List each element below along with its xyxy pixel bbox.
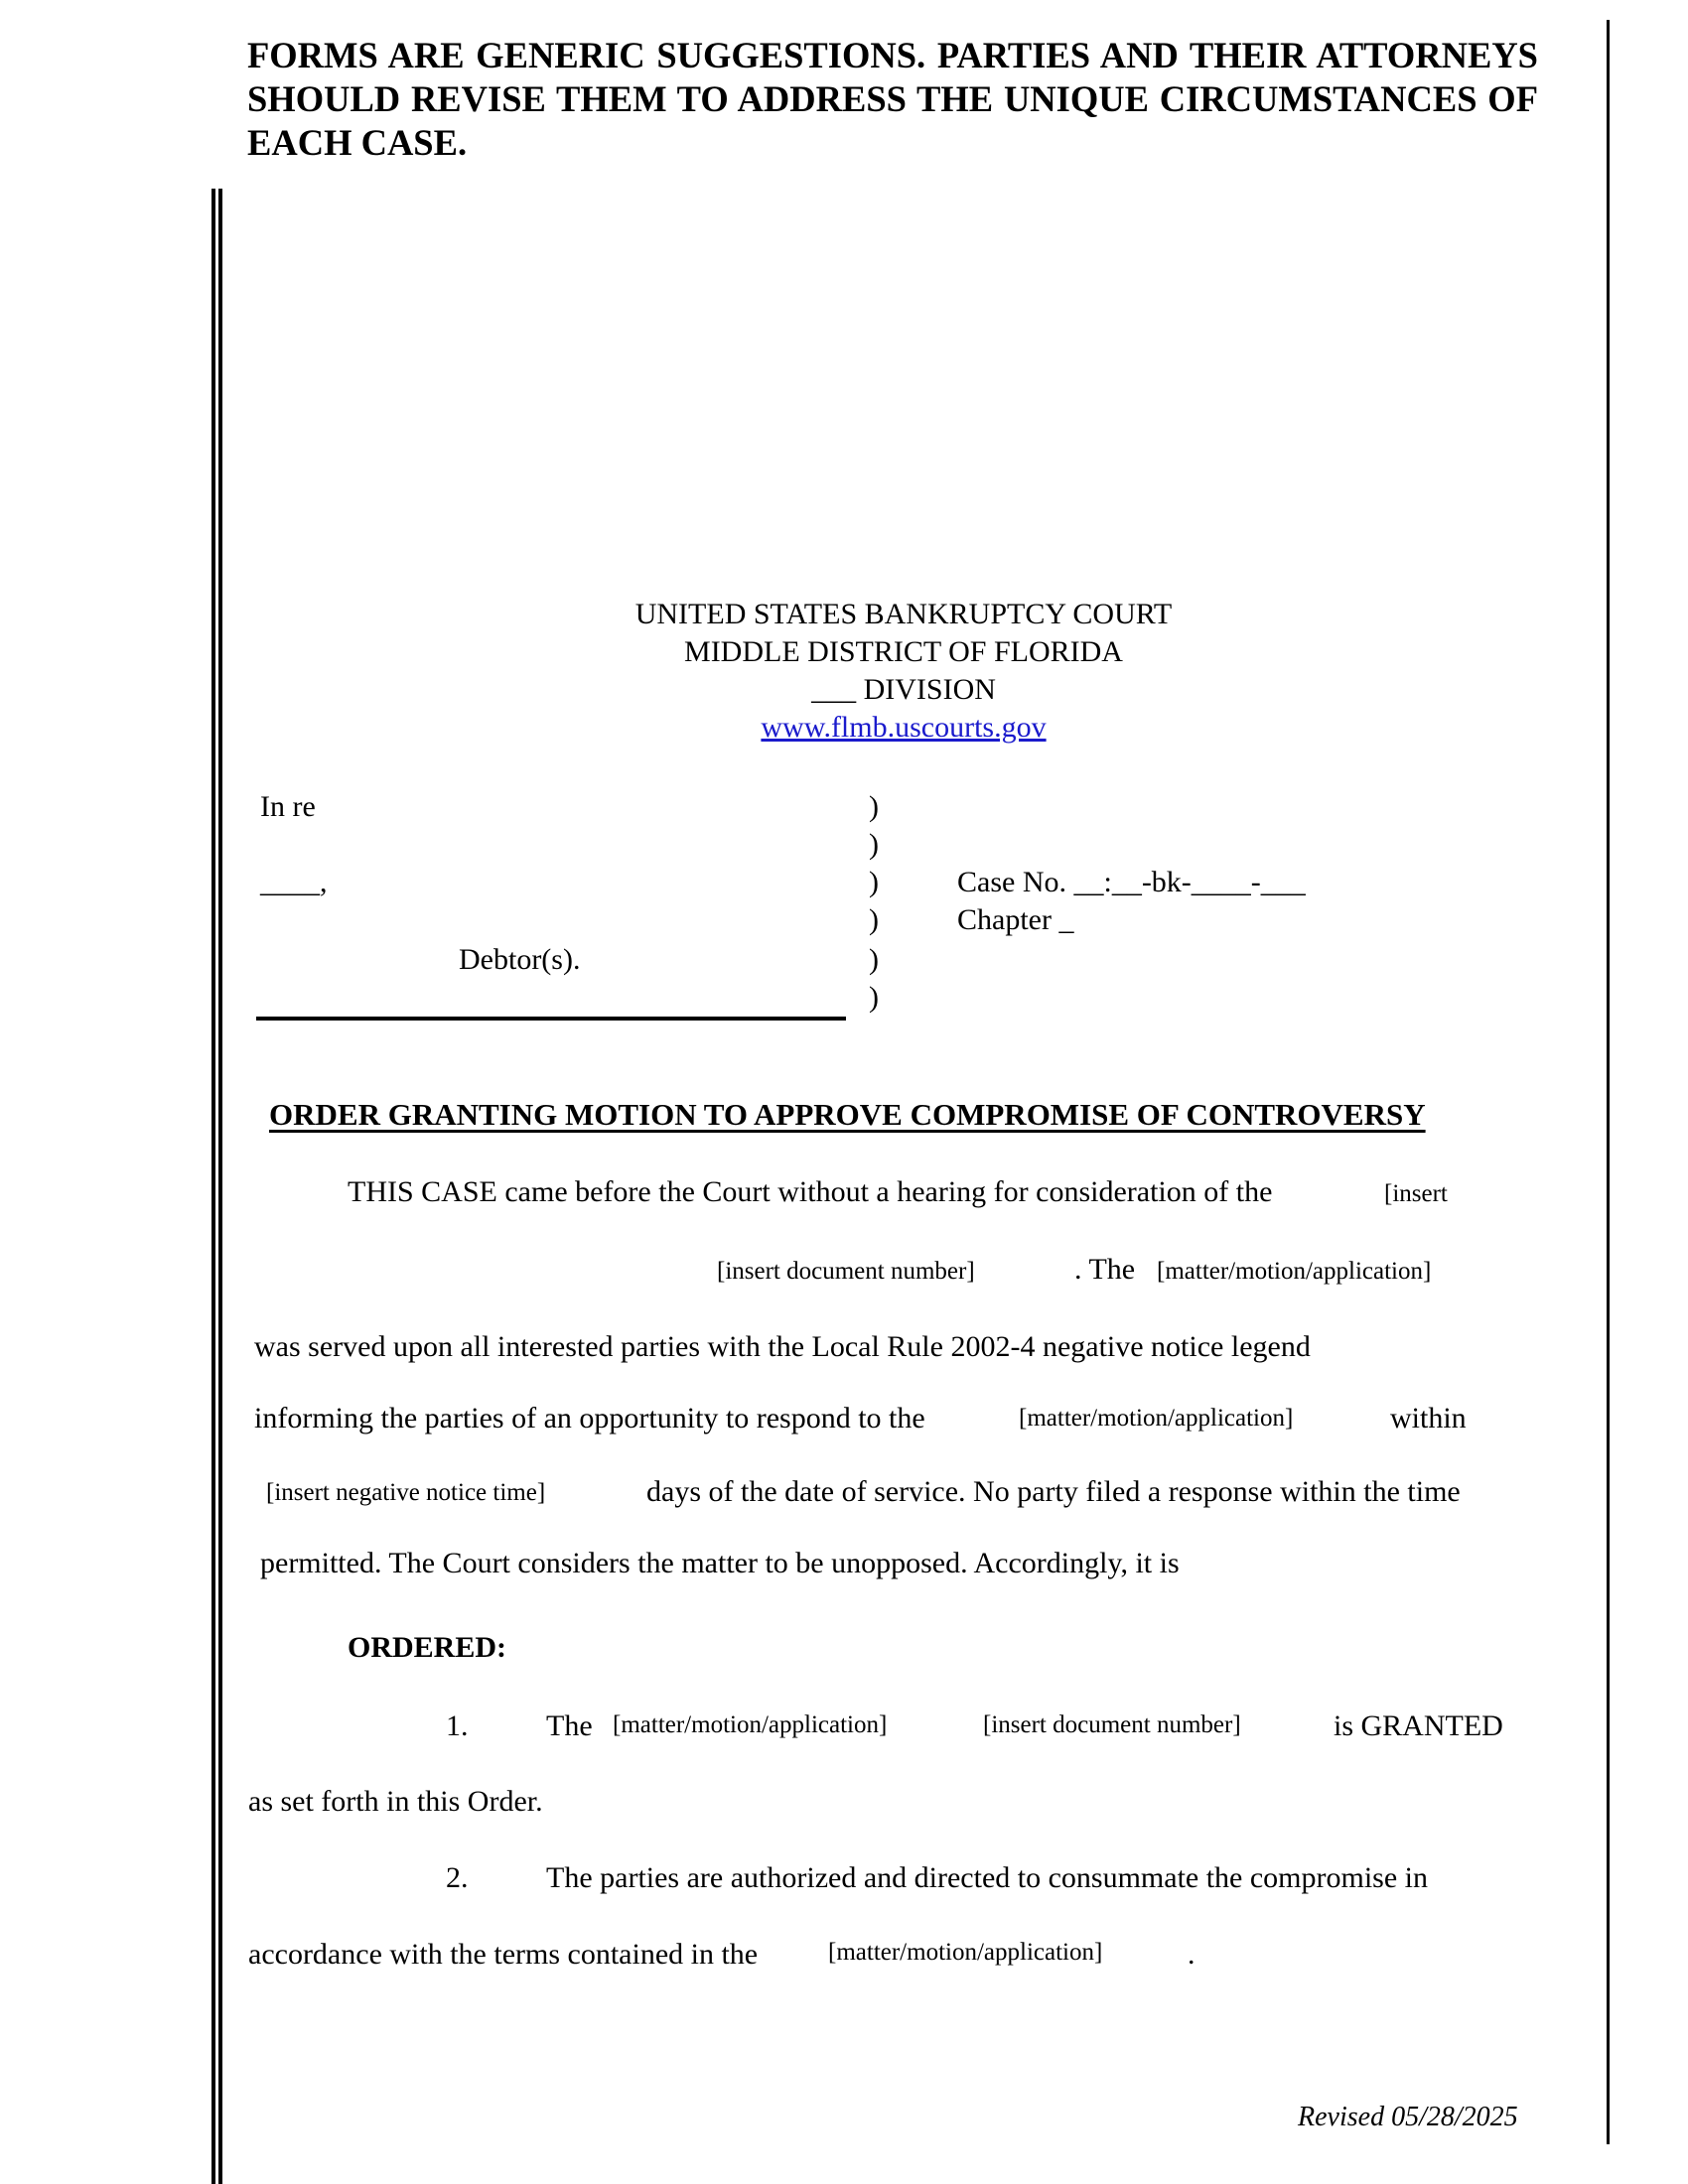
caption-debtors-label: Debtor(s). xyxy=(459,943,581,976)
court-header xyxy=(596,596,1211,747)
caption-underline xyxy=(256,1017,846,1021)
fill-insert-motion: [insert xyxy=(1384,1180,1448,1207)
caption-debtor-name-blank: ____, xyxy=(260,866,328,898)
court-division: ___ DIVISION xyxy=(811,673,996,706)
disclaimer-banner: FORMS ARE GENERIC SUGGESTIONS. PARTIES AND THEIR ATTORNEYS SHOULD REVISE THEM TO ADDRESS THE UNIQUE CIRCUMSTANCES OF EACH CASE. xyxy=(247,35,1538,163)
paragraph-2-number: 2. xyxy=(446,1861,469,1894)
paragraph-2-text: The parties are authorized and directed to consummate the compromise in xyxy=(546,1861,1429,1894)
fill-matter-motion: [matter/motion/application] xyxy=(828,1939,1103,1966)
body-line-4-end: within xyxy=(1390,1402,1467,1434)
chapter-number: Chapter _ xyxy=(957,903,1074,936)
caption-paren: ) xyxy=(869,981,879,1014)
paragraph-1-granted: is GRANTED xyxy=(1334,1709,1503,1742)
left-margin-rule xyxy=(211,189,215,2184)
body-line-5-text: days of the date of service. No party filed a response within the time xyxy=(646,1475,1461,1508)
body-line-6: permitted. The Court considers the matter to be unopposed. Accordingly, it is xyxy=(260,1547,1180,1579)
court-district: MIDDLE DISTRICT OF FLORIDA xyxy=(684,635,1123,668)
paragraph-1-number: 1. xyxy=(446,1709,469,1742)
caption-paren: ) xyxy=(869,866,879,898)
fill-document-number: [insert document number] xyxy=(717,1258,975,1285)
paragraph-1-the: The xyxy=(546,1709,593,1742)
paragraph-1-continuation: as set forth in this Order. xyxy=(248,1785,543,1818)
court-name: UNITED STATES BANKRUPTCY COURT xyxy=(634,598,1173,630)
case-number: Case No. __:__-bk-____-___ xyxy=(957,866,1306,898)
left-margin-rule-inner xyxy=(218,189,222,2184)
court-website-link[interactable]: www.flmb.uscourts.gov xyxy=(761,711,1047,744)
order-title: ORDER GRANTING MOTION TO APPROVE COMPROMISE OF CONTROVERSY xyxy=(269,1097,1426,1132)
caption-paren: ) xyxy=(869,943,879,976)
fill-document-number: [insert document number] xyxy=(983,1711,1241,1738)
caption-paren: ) xyxy=(869,828,879,861)
fill-matter-motion: [matter/motion/application] xyxy=(613,1711,888,1738)
body-line-4-text: informing the parties of an opportunity to respond to the xyxy=(254,1402,925,1434)
body-line-2-text: . The xyxy=(1074,1253,1136,1286)
revised-date: Revised 05/28/2025 xyxy=(1298,2102,1518,2132)
body-line-1: THIS CASE came before the Court without a hearing for consideration of the xyxy=(348,1175,1273,1208)
fill-matter-motion: [matter/motion/application] xyxy=(1157,1258,1432,1285)
fill-negative-notice-time: [insert negative notice time] xyxy=(266,1479,546,1506)
ordered-heading: ORDERED: xyxy=(348,1631,507,1664)
fill-matter-motion: [matter/motion/application] xyxy=(1019,1405,1294,1432)
paragraph-2-period: . xyxy=(1188,1938,1196,1971)
paragraph-2-continuation: accordance with the terms contained in the xyxy=(248,1938,759,1971)
caption-in-re: In re xyxy=(260,790,316,823)
caption-paren: ) xyxy=(869,790,879,823)
right-margin-rule xyxy=(1607,20,1610,2144)
body-line-3: was served upon all interested parties with the Local Rule 2002-4 negative notice legend xyxy=(254,1330,1311,1363)
caption-paren: ) xyxy=(869,903,879,936)
